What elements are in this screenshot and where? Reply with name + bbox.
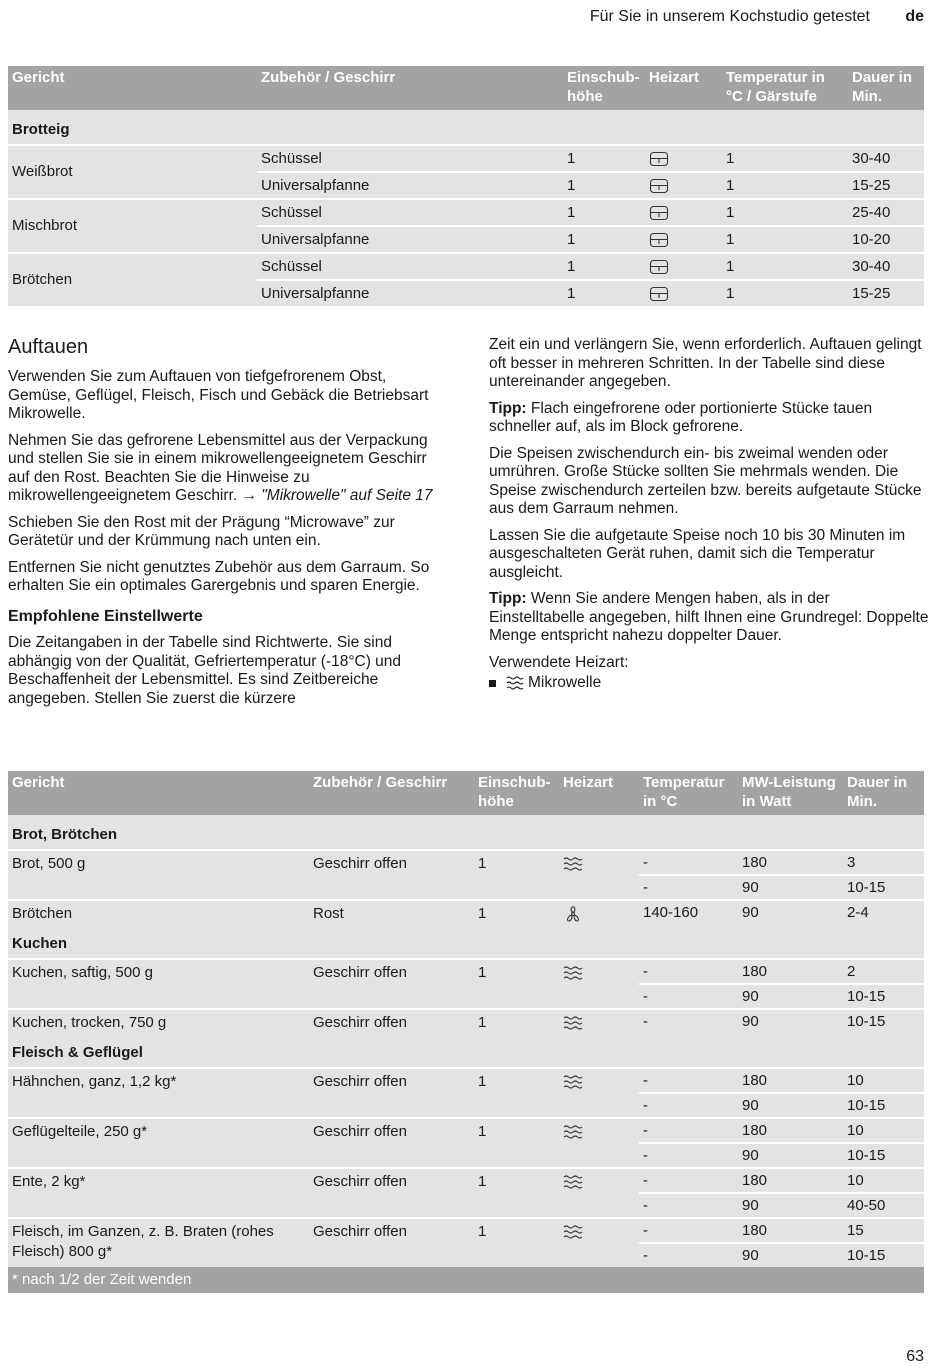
heat-type-cell — [645, 280, 722, 306]
temperature-cell: 1 — [722, 145, 848, 172]
temperature-cell: 1 — [722, 172, 848, 199]
microwave-icon — [563, 1224, 583, 1240]
heat-type-cell — [559, 850, 639, 900]
heat-type-label: Verwendete Heizart: — [489, 653, 629, 671]
language-code: de — [905, 8, 924, 25]
column-header: Zubehör / Geschirr — [309, 771, 474, 815]
page-number: 63 — [906, 1348, 924, 1365]
right-column — [489, 336, 929, 693]
defrost-table — [8, 771, 924, 1293]
accessory-cell: Universalpfanne — [257, 226, 563, 253]
duration-cell: 10-15 — [843, 875, 924, 900]
power-cell: 90 — [738, 900, 843, 924]
dish-cell: Hähnchen, ganz, 1,2 kg* — [8, 1068, 309, 1118]
column-header: Einschub-höhe — [563, 66, 645, 110]
temperature-cell: - — [639, 875, 738, 900]
heat-type-cell — [645, 253, 722, 280]
heat-type-cell — [645, 226, 722, 253]
level-cell: 1 — [474, 1168, 559, 1218]
column-header: Temperatur in °C / Gärstufe — [722, 66, 848, 110]
accessory-cell: Geschirr offen — [309, 1118, 474, 1168]
temperature-cell: 1 — [722, 199, 848, 226]
section-row — [8, 1033, 924, 1068]
column-header: Gericht — [8, 66, 257, 110]
power-cell: 90 — [738, 1193, 843, 1218]
duration-cell: 2 — [843, 959, 924, 984]
paragraph: Die Zeitangaben in der Tabelle sind Richtwerte. Sie sind abhängig von der Qualität, Gefriertemperatur (-18°C) und Beschaffenheit der Lebensmittel. Es sind Zeitbereiche angegeben. Stellen Sie zuerst die kürzere — [8, 634, 402, 707]
table-row — [8, 900, 924, 924]
column-header: MW-Leistung in Watt — [738, 771, 843, 815]
paragraph: Verwenden Sie zum Auftauen von tiefgefrorenem Obst, Gemüse, Geflügel, Fleisch, Fisch und Gebäck die Betriebsart Mikrowelle. — [8, 368, 429, 422]
section-title: Brot, Brötchen — [8, 815, 924, 850]
duration-cell: 10-15 — [843, 1243, 924, 1267]
table-header-row — [8, 66, 924, 110]
power-cell: 180 — [738, 850, 843, 875]
section-row — [8, 815, 924, 850]
table-row — [8, 145, 924, 172]
table-row — [8, 1168, 924, 1193]
level-cell: 1 — [474, 959, 559, 1009]
duration-cell: 30-40 — [848, 253, 924, 280]
heat-type-cell — [645, 199, 722, 226]
accessory-cell: Universalpfanne — [257, 280, 563, 306]
level-cell: 1 — [474, 900, 559, 924]
heat-type-cell — [559, 1068, 639, 1118]
heat-type-cell — [559, 1118, 639, 1168]
microwave-icon — [563, 965, 583, 981]
accessory-cell: Geschirr offen — [309, 959, 474, 1009]
heat-type-cell — [559, 1009, 639, 1033]
level-cell: 1 — [563, 199, 645, 226]
section-title: Brotteig — [8, 110, 924, 145]
section-row — [8, 924, 924, 959]
accessory-cell: Universalpfanne — [257, 172, 563, 199]
bullet-icon — [489, 680, 496, 687]
dish-cell: Ente, 2 kg* — [8, 1168, 309, 1218]
column-header: Heizart — [645, 66, 722, 110]
accessory-cell: Geschirr offen — [309, 850, 474, 900]
duration-cell: 10 — [843, 1168, 924, 1193]
level-cell: 1 — [563, 145, 645, 172]
section-title: Kuchen — [8, 924, 924, 959]
heat-type-cell — [645, 172, 722, 199]
microwave-icon — [563, 1074, 583, 1090]
duration-cell: 10-15 — [843, 1093, 924, 1118]
temperature-cell: - — [639, 1068, 738, 1093]
dish-cell: Brot, 500 g — [8, 850, 309, 900]
temperature-cell: - — [639, 984, 738, 1009]
dish-cell: Geflügelteile, 250 g* — [8, 1118, 309, 1168]
table-row — [8, 959, 924, 984]
heat-type-list-item — [489, 674, 929, 693]
column-header: Einschub-höhe — [474, 771, 559, 815]
temperature-cell: 1 — [722, 226, 848, 253]
fan-icon — [563, 906, 583, 922]
page-header — [0, 8, 950, 30]
duration-cell: 15 — [843, 1218, 924, 1243]
heat-type-cell — [645, 145, 722, 172]
temperature-cell: - — [639, 1218, 738, 1243]
duration-cell: 2-4 — [843, 900, 924, 924]
footnote: * nach 1/2 der Zeit wenden — [8, 1267, 924, 1293]
header-title: Für Sie in unserem Kochstudio getestet — [589, 8, 870, 25]
temperature-cell: - — [639, 959, 738, 984]
microwave-icon — [563, 1174, 583, 1190]
microwave-icon — [506, 676, 524, 690]
section-row — [8, 110, 924, 145]
dough-proving-icon — [649, 259, 669, 275]
tip-paragraph: Tipp: Wenn Sie andere Mengen haben, als in der Einstelltabelle angegeben, hilft Ihnen eine Grundregel: Doppelte Menge entspricht nahezu doppelter Dauer. — [489, 590, 929, 644]
column-header: Dauer in Min. — [848, 66, 924, 110]
dough-proving-icon — [649, 286, 669, 302]
subheading: Empfohlene Einstellwerte — [8, 607, 203, 625]
level-cell: 1 — [474, 1009, 559, 1033]
table-row — [8, 1009, 924, 1033]
accessory-cell: Geschirr offen — [309, 1009, 474, 1033]
dough-proving-icon — [649, 151, 669, 167]
accessory-cell: Geschirr offen — [309, 1168, 474, 1218]
power-cell: 90 — [738, 1243, 843, 1267]
dish-cell: Brötchen — [8, 900, 309, 924]
level-cell: 1 — [563, 172, 645, 199]
heat-type-name: Mikrowelle — [528, 674, 602, 691]
arrow-right-icon: → — [241, 487, 257, 504]
temperature-cell: 1 — [722, 280, 848, 306]
level-cell: 1 — [474, 1068, 559, 1118]
duration-cell: 10 — [843, 1118, 924, 1143]
power-cell: 90 — [738, 1009, 843, 1033]
temperature-cell: - — [639, 1009, 738, 1033]
temperature-cell: 1 — [722, 253, 848, 280]
paragraph: Zeit ein und verlängern Sie, wenn erforderlich. Auftauen gelingt oft besser in mehreren Schritten. In der Tabelle sind diese untereinander angegeben. — [489, 336, 922, 390]
dish-cell: Kuchen, trocken, 750 g — [8, 1009, 309, 1033]
level-cell: 1 — [474, 1118, 559, 1168]
temperature-cell: - — [639, 1243, 738, 1267]
power-cell: 90 — [738, 1093, 843, 1118]
duration-cell: 15-25 — [848, 280, 924, 306]
dish-cell: Kuchen, saftig, 500 g — [8, 959, 309, 1009]
tip-label: Tipp: — [489, 399, 527, 417]
page-reference-link[interactable]: "Mikrowelle" auf Seite 17 — [261, 487, 433, 504]
table-row — [8, 199, 924, 226]
column-header: Heizart — [559, 771, 639, 815]
column-header: Zubehör / Geschirr — [257, 66, 563, 110]
microwave-icon — [563, 1124, 583, 1140]
power-cell: 90 — [738, 875, 843, 900]
table-row — [8, 1218, 924, 1243]
accessory-cell: Geschirr offen — [309, 1068, 474, 1118]
duration-cell: 10 — [843, 1068, 924, 1093]
paragraph: Die Speisen zwischendurch ein- bis zweimal wenden oder umrühren. Große Stücke sollten Sie mehrmals wenden. Die Speise zwischendurch zerteilen bzw. bereits aufgetaute Stücke aus dem Garraum nehmen. — [489, 444, 922, 517]
heat-type-cell — [559, 900, 639, 924]
power-cell: 90 — [738, 1143, 843, 1168]
heat-type-cell — [559, 959, 639, 1009]
dough-proving-icon — [649, 205, 669, 221]
level-cell: 1 — [563, 253, 645, 280]
duration-cell: 10-15 — [843, 984, 924, 1009]
dough-proving-icon — [649, 232, 669, 248]
bread-dough-table — [8, 66, 924, 306]
heat-type-cell — [559, 1218, 639, 1267]
accessory-cell: Schüssel — [257, 199, 563, 226]
temperature-cell: - — [639, 1193, 738, 1218]
tip-label: Tipp: — [489, 590, 527, 607]
level-cell: 1 — [563, 226, 645, 253]
duration-cell: 10-15 — [843, 1009, 924, 1033]
paragraph: Nehmen Sie das gefrorene Lebensmittel aus der Verpackung und stellen Sie sie in einem mikrowellengeeignetem Geschirr auf den Rost. Beachten Sie die Hinweise zu mikrowellengeeignetem Geschirr. → "Mikrowelle" auf Seite 17 — [8, 431, 433, 504]
duration-cell: 10-20 — [848, 226, 924, 253]
dish-cell: Weißbrot — [8, 145, 257, 199]
duration-cell: 40-50 — [843, 1193, 924, 1218]
accessory-cell: Schüssel — [257, 145, 563, 172]
power-cell: 180 — [738, 1118, 843, 1143]
temperature-cell: - — [639, 1168, 738, 1193]
duration-cell: 15-25 — [848, 172, 924, 199]
level-cell: 1 — [474, 1218, 559, 1267]
section-title: Fleisch & Geflügel — [8, 1033, 924, 1068]
column-header: Temperatur in °C — [639, 771, 738, 815]
level-cell: 1 — [563, 280, 645, 306]
tip-paragraph: Tipp: Flach eingefrorene oder portionierte Stücke tauen schneller auf, als im Block gefrorene. — [489, 399, 873, 435]
section-heading-auftauen: Auftauen — [8, 336, 89, 358]
table-header-row — [8, 771, 924, 815]
microwave-icon — [563, 1015, 583, 1031]
power-cell: 90 — [738, 984, 843, 1009]
temperature-cell: - — [639, 1118, 738, 1143]
dish-cell: Mischbrot — [8, 199, 257, 253]
table-row — [8, 253, 924, 280]
duration-cell: 30-40 — [848, 145, 924, 172]
footnote-row — [8, 1267, 924, 1293]
duration-cell: 10-15 — [843, 1143, 924, 1168]
power-cell: 180 — [738, 1168, 843, 1193]
level-cell: 1 — [474, 850, 559, 900]
paragraph: Lassen Sie die aufgetaute Speise noch 10 bis 30 Minuten im ausgeschalteten Gerät ruhen, damit sich die Temperatur ausgleicht. — [489, 526, 906, 581]
dish-cell: Fleisch, im Ganzen, z. B. Braten (rohes Fleisch) 800 g* — [8, 1218, 309, 1267]
duration-cell: 3 — [843, 850, 924, 875]
table-row — [8, 850, 924, 875]
paragraph: Entfernen Sie nicht genutztes Zubehör aus dem Garraum. So erhalten Sie ein optimales Garergebnis und sparen Energie. — [8, 558, 430, 594]
duration-cell: 25-40 — [848, 199, 924, 226]
power-cell: 180 — [738, 1218, 843, 1243]
power-cell: 180 — [738, 959, 843, 984]
table-row — [8, 1118, 924, 1143]
accessory-cell: Schüssel — [257, 253, 563, 280]
temperature-cell: - — [639, 1143, 738, 1168]
power-cell: 180 — [738, 1068, 843, 1093]
column-header: Dauer in Min. — [843, 771, 924, 815]
paragraph: Schieben Sie den Rost mit der Prägung “Microwave” zur Gerätetür und der Krümmung nach unten ein. — [8, 513, 395, 549]
accessory-cell: Geschirr offen — [309, 1218, 474, 1267]
left-column — [8, 336, 448, 716]
temperature-cell: 140-160 — [639, 900, 738, 924]
column-header: Gericht — [8, 771, 309, 815]
temperature-cell: - — [639, 850, 738, 875]
temperature-cell: - — [639, 1093, 738, 1118]
accessory-cell: Rost — [309, 900, 474, 924]
heat-type-cell — [559, 1168, 639, 1218]
dough-proving-icon — [649, 178, 669, 194]
microwave-icon — [563, 856, 583, 872]
table-row — [8, 1068, 924, 1093]
dish-cell: Brötchen — [8, 253, 257, 306]
